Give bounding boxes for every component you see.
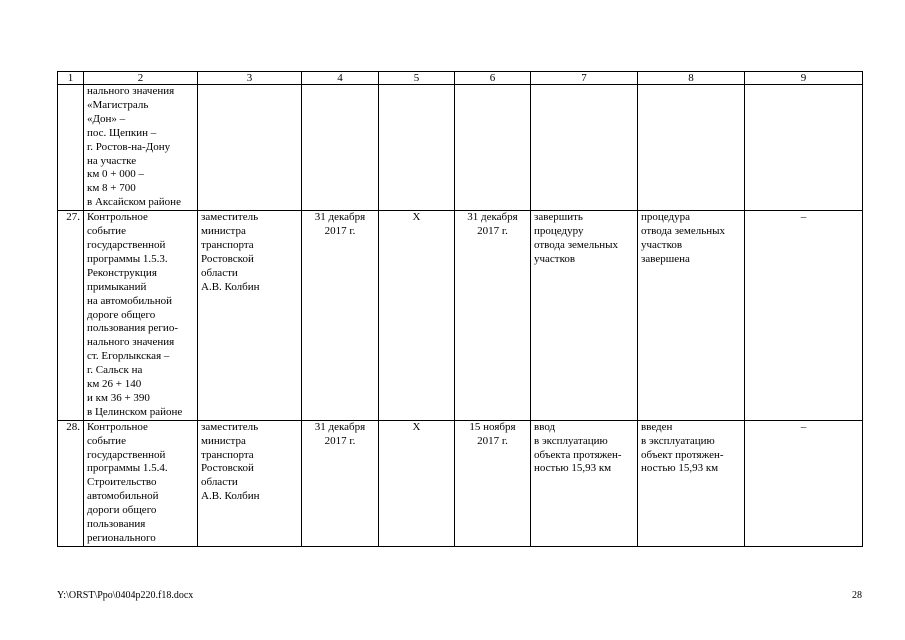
- planned-result: ввод в эксплуатацию объекта протяжен- ностью 15,93 км: [531, 420, 638, 546]
- responsible: [198, 85, 302, 211]
- column-header: 8: [638, 72, 745, 85]
- col5-cell: Х: [379, 211, 455, 421]
- actual-date: 15 ноября 2017 г.: [455, 420, 531, 546]
- column-header: 7: [531, 72, 638, 85]
- actual-result: процедура отвода земельных участков завершена: [638, 211, 745, 421]
- note: –: [745, 420, 863, 546]
- column-header: 3: [198, 72, 302, 85]
- col5-cell: [379, 85, 455, 211]
- planned-result: [531, 85, 638, 211]
- actual-result: введен в эксплуатацию объект протяжен- ностью 15,93 км: [638, 420, 745, 546]
- planned-date: [302, 85, 379, 211]
- column-header: 1: [58, 72, 84, 85]
- planned-result: завершить процедуру отвода земельных участков: [531, 211, 638, 421]
- table-row-continuation: [58, 85, 863, 211]
- event-name: Контрольное событие государственной программы 1.5.4. Строительство автомобильной дороги общего пользования регионального: [84, 420, 198, 546]
- planned-date: 31 декабря 2017 г.: [302, 211, 379, 421]
- event-name: Контрольное событие государственной программы 1.5.3. Реконструкция примыканий на автомобильной дороге общего пользования регио- нального значения ст. Егорлыкская – г. Сальск на км 26 + 140 и км 36 + 390 в Целинском районе: [84, 211, 198, 421]
- planned-date: 31 декабря 2017 г.: [302, 420, 379, 546]
- responsible: заместитель министра транспорта Ростовской области А.В. Колбин: [198, 420, 302, 546]
- actual-date: 31 декабря 2017 г.: [455, 211, 531, 421]
- actual-result: [638, 85, 745, 211]
- table-row: [58, 211, 863, 421]
- note: –: [745, 211, 863, 421]
- row-number: [58, 85, 84, 211]
- column-header: 4: [302, 72, 379, 85]
- schedule-table: [57, 71, 863, 547]
- row-number: 28.: [58, 420, 84, 546]
- event-name: нального значения «Магистраль «Дон» – пос. Щепкин – г. Ростов-на-Дону на участке км 0 + 000 – км 8 + 700 в Аксайском районе: [84, 85, 198, 211]
- column-header: 6: [455, 72, 531, 85]
- column-header: 5: [379, 72, 455, 85]
- column-header: 2: [84, 72, 198, 85]
- col5-cell: Х: [379, 420, 455, 546]
- note: [745, 85, 863, 211]
- row-number: 27.: [58, 211, 84, 421]
- column-header: 9: [745, 72, 863, 85]
- header-row: [58, 72, 863, 85]
- page-number: 28: [852, 590, 862, 601]
- table-row: [58, 420, 863, 546]
- file-path: Y:\ORST\Ppo\0404p220.f18.docx: [57, 590, 194, 601]
- actual-date: [455, 85, 531, 211]
- responsible: заместитель министра транспорта Ростовской области А.В. Колбин: [198, 211, 302, 421]
